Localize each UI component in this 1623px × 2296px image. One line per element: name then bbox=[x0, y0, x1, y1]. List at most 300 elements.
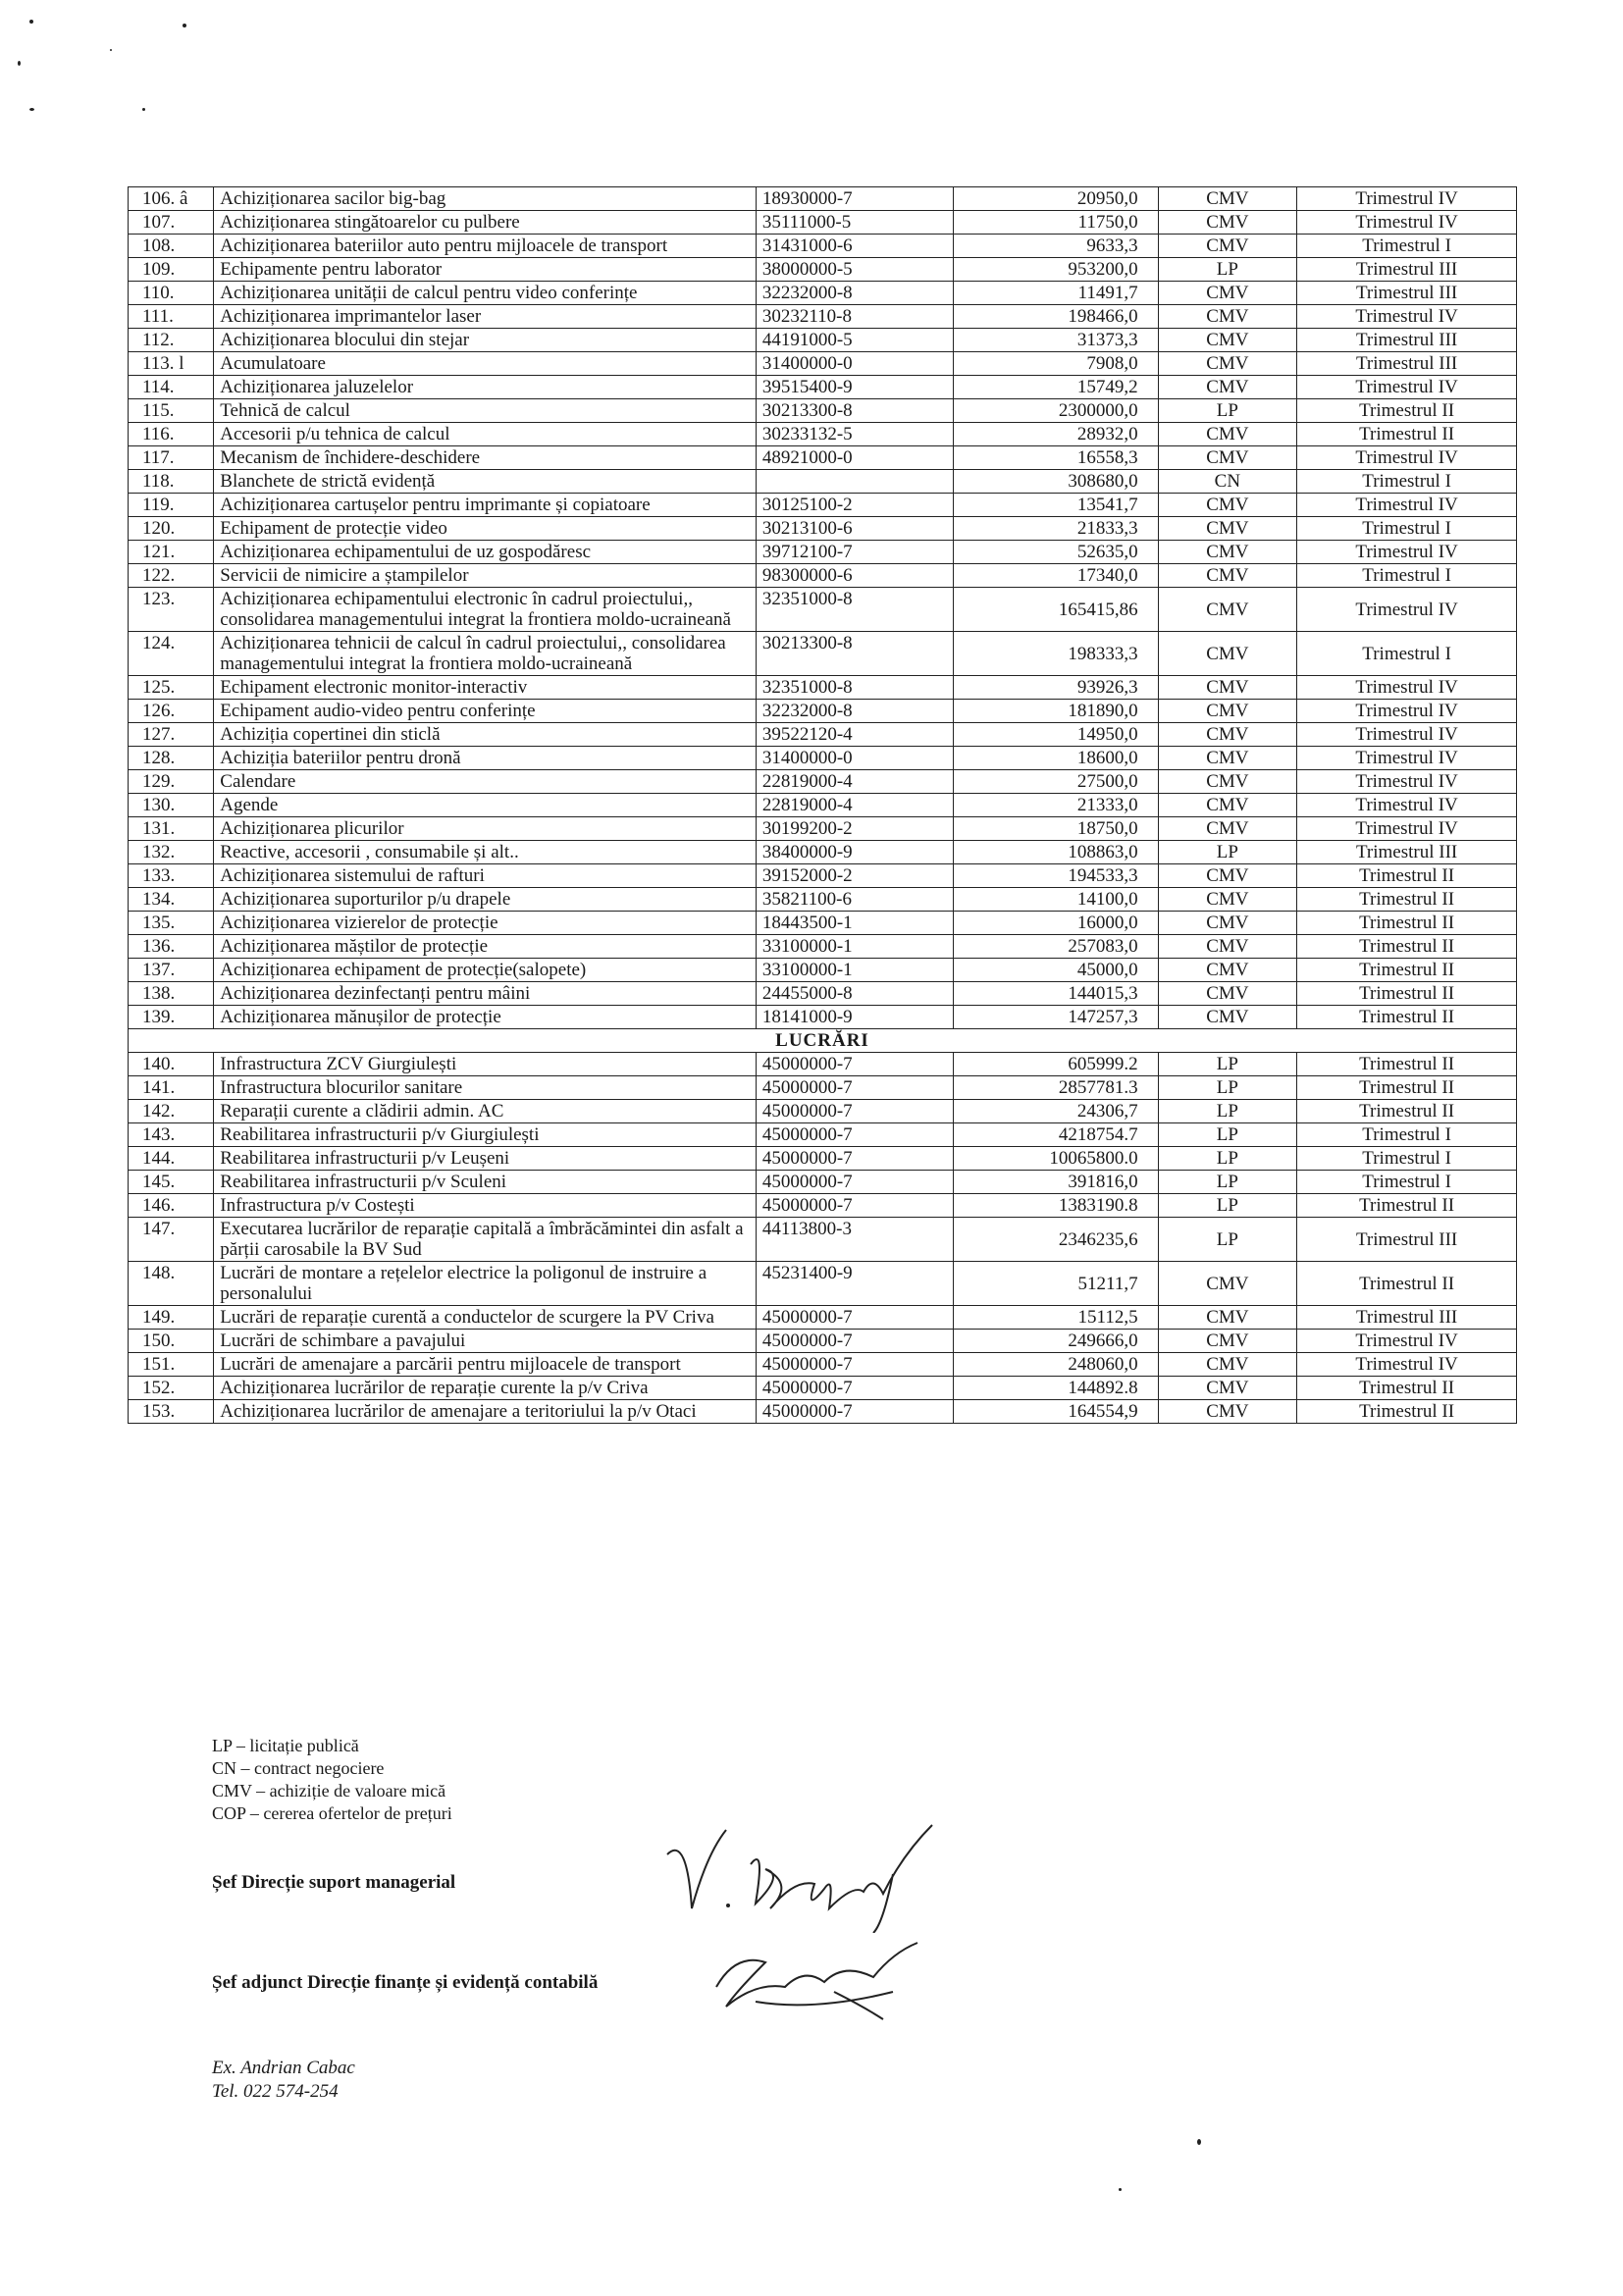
procedure-type: CMV bbox=[1158, 700, 1297, 723]
table-row bbox=[129, 399, 1517, 423]
row-number: 125. bbox=[129, 676, 214, 700]
cpv-code: 30213100-6 bbox=[756, 517, 953, 541]
cpv-code: 44191000-5 bbox=[756, 329, 953, 352]
table-row bbox=[129, 470, 1517, 494]
table-row bbox=[129, 282, 1517, 305]
procedure-type: CMV bbox=[1158, 770, 1297, 794]
table-row bbox=[129, 1076, 1517, 1100]
table-row bbox=[129, 352, 1517, 376]
cpv-code: 45000000-7 bbox=[756, 1123, 953, 1147]
legend-item: COP – cererea ofertelor de prețuri bbox=[212, 1803, 452, 1823]
term-quarter: Trimestrul IV bbox=[1297, 794, 1517, 817]
cpv-code: 45000000-7 bbox=[756, 1053, 953, 1076]
term-quarter: Trimestrul II bbox=[1297, 888, 1517, 912]
item-name: Achiziționarea tehnicii de calcul în cadrul proiectului,, consolidarea managementului integrat la frontiera moldo-ucraineană bbox=[214, 632, 757, 676]
term-quarter: Trimestrul II bbox=[1297, 959, 1517, 982]
estimated-value: 16558,3 bbox=[953, 446, 1158, 470]
procedure-type: CMV bbox=[1158, 1330, 1297, 1353]
estimated-value: 16000,0 bbox=[953, 912, 1158, 935]
estimated-value: 248060,0 bbox=[953, 1353, 1158, 1377]
procedure-type: LP bbox=[1158, 1123, 1297, 1147]
term-quarter: Trimestrul I bbox=[1297, 1123, 1517, 1147]
cpv-code: 32232000-8 bbox=[756, 282, 953, 305]
item-name: Reabilitarea infrastructurii p/v Leușeni bbox=[214, 1147, 757, 1171]
table-row bbox=[129, 376, 1517, 399]
table-row bbox=[129, 1006, 1517, 1029]
row-number: 111. bbox=[129, 305, 214, 329]
term-quarter: Trimestrul IV bbox=[1297, 211, 1517, 235]
procedure-type: CMV bbox=[1158, 541, 1297, 564]
cpv-code: 45000000-7 bbox=[756, 1330, 953, 1353]
procedure-type: CMV bbox=[1158, 187, 1297, 211]
term-quarter: Trimestrul I bbox=[1297, 235, 1517, 258]
procedure-type: LP bbox=[1158, 1053, 1297, 1076]
procedure-type: CMV bbox=[1158, 305, 1297, 329]
procedure-type: CMV bbox=[1158, 912, 1297, 935]
term-quarter: Trimestrul II bbox=[1297, 1194, 1517, 1218]
estimated-value: 45000,0 bbox=[953, 959, 1158, 982]
table-row bbox=[129, 1377, 1517, 1400]
table-row bbox=[129, 888, 1517, 912]
row-number: 117. bbox=[129, 446, 214, 470]
estimated-value: 14950,0 bbox=[953, 723, 1158, 747]
procurement-plan-table bbox=[128, 186, 1517, 1424]
row-number: 138. bbox=[129, 982, 214, 1006]
term-quarter: Trimestrul I bbox=[1297, 632, 1517, 676]
procedure-type: CMV bbox=[1158, 676, 1297, 700]
estimated-value: 28932,0 bbox=[953, 423, 1158, 446]
procedure-type: CMV bbox=[1158, 864, 1297, 888]
row-number: 151. bbox=[129, 1353, 214, 1377]
handwritten-signature-1 bbox=[657, 1815, 952, 1933]
term-quarter: Trimestrul II bbox=[1297, 1076, 1517, 1100]
estimated-value: 17340,0 bbox=[953, 564, 1158, 588]
cpv-code: 30125100-2 bbox=[756, 494, 953, 517]
row-number: 146. bbox=[129, 1194, 214, 1218]
procedure-type: LP bbox=[1158, 1100, 1297, 1123]
procedure-type: LP bbox=[1158, 841, 1297, 864]
procedure-type: LP bbox=[1158, 399, 1297, 423]
table-row bbox=[129, 1171, 1517, 1194]
row-number: 130. bbox=[129, 794, 214, 817]
item-name: Achiziționarea blocului din stejar bbox=[214, 329, 757, 352]
cpv-code: 39712100-7 bbox=[756, 541, 953, 564]
term-quarter: Trimestrul II bbox=[1297, 1377, 1517, 1400]
row-number: 124. bbox=[129, 632, 214, 676]
table-row bbox=[129, 423, 1517, 446]
cpv-code: 18930000-7 bbox=[756, 187, 953, 211]
row-number: 110. bbox=[129, 282, 214, 305]
table-row bbox=[129, 1400, 1517, 1424]
row-number: 132. bbox=[129, 841, 214, 864]
procedure-type: CMV bbox=[1158, 723, 1297, 747]
item-name: Achiziționarea imprimantelor laser bbox=[214, 305, 757, 329]
procedure-type: CMV bbox=[1158, 446, 1297, 470]
item-name: Achiziționarea stingătoarelor cu pulbere bbox=[214, 211, 757, 235]
cpv-code: 45000000-7 bbox=[756, 1147, 953, 1171]
table-row bbox=[129, 1330, 1517, 1353]
procedure-type: CMV bbox=[1158, 982, 1297, 1006]
row-number: 112. bbox=[129, 329, 214, 352]
cpv-code: 45000000-7 bbox=[756, 1353, 953, 1377]
cpv-code: 35111000-5 bbox=[756, 211, 953, 235]
estimated-value: 21333,0 bbox=[953, 794, 1158, 817]
legend-item: LP – licitație publică bbox=[212, 1736, 359, 1755]
term-quarter: Trimestrul II bbox=[1297, 1100, 1517, 1123]
item-name: Achiziționarea măștilor de protecție bbox=[214, 935, 757, 959]
estimated-value: 27500,0 bbox=[953, 770, 1158, 794]
table-row bbox=[129, 1194, 1517, 1218]
term-quarter: Trimestrul IV bbox=[1297, 1330, 1517, 1353]
estimated-value: 391816,0 bbox=[953, 1171, 1158, 1194]
item-name: Achiziționarea lucrărilor de reparație curente la p/v Criva bbox=[214, 1377, 757, 1400]
term-quarter: Trimestrul IV bbox=[1297, 747, 1517, 770]
item-name: Reactive, accesorii , consumabile și alt.. bbox=[214, 841, 757, 864]
item-name: Lucrări de reparație curentă a conductelor de scurgere la PV Criva bbox=[214, 1306, 757, 1330]
estimated-value: 7908,0 bbox=[953, 352, 1158, 376]
legend-item: CN – contract negociere bbox=[212, 1758, 385, 1778]
estimated-value: 2346235,6 bbox=[953, 1218, 1158, 1262]
term-quarter: Trimestrul II bbox=[1297, 1262, 1517, 1306]
table-row bbox=[129, 1306, 1517, 1330]
procedure-type: CMV bbox=[1158, 1353, 1297, 1377]
table-row bbox=[129, 588, 1517, 632]
item-name: Achiziția copertinei din sticlă bbox=[214, 723, 757, 747]
term-quarter: Trimestrul IV bbox=[1297, 1353, 1517, 1377]
procedure-type: LP bbox=[1158, 1171, 1297, 1194]
estimated-value: 198466,0 bbox=[953, 305, 1158, 329]
procedure-type: CMV bbox=[1158, 1306, 1297, 1330]
item-name: Achiziționarea jaluzelelor bbox=[214, 376, 757, 399]
cpv-code bbox=[756, 470, 953, 494]
cpv-code: 48921000-0 bbox=[756, 446, 953, 470]
row-number: 150. bbox=[129, 1330, 214, 1353]
estimated-value: 249666,0 bbox=[953, 1330, 1158, 1353]
item-name: Achiziționarea lucrărilor de amenajare a teritoriului la p/v Otaci bbox=[214, 1400, 757, 1424]
row-number: 114. bbox=[129, 376, 214, 399]
item-name: Achiziționarea echipamentului electronic în cadrul proiectului,, consolidarea managementului integrat la frontiera moldo-ucraineană bbox=[214, 588, 757, 632]
item-name: Infrastructura ZCV Giurgiulești bbox=[214, 1053, 757, 1076]
estimated-value: 52635,0 bbox=[953, 541, 1158, 564]
row-number: 121. bbox=[129, 541, 214, 564]
table-row bbox=[129, 632, 1517, 676]
row-number: 145. bbox=[129, 1171, 214, 1194]
cpv-code: 45000000-7 bbox=[756, 1400, 953, 1424]
procedure-type: CMV bbox=[1158, 959, 1297, 982]
row-number: 147. bbox=[129, 1218, 214, 1262]
item-name: Lucrări de amenajare a parcării pentru mijloacele de transport bbox=[214, 1353, 757, 1377]
term-quarter: Trimestrul II bbox=[1297, 982, 1517, 1006]
estimated-value: 257083,0 bbox=[953, 935, 1158, 959]
estimated-value: 21833,3 bbox=[953, 517, 1158, 541]
procedure-type: LP bbox=[1158, 1194, 1297, 1218]
procedure-type: CMV bbox=[1158, 817, 1297, 841]
estimated-value: 605999.2 bbox=[953, 1053, 1158, 1076]
row-number: 122. bbox=[129, 564, 214, 588]
handwritten-signature-2 bbox=[697, 1933, 932, 2021]
cpv-code: 33100000-1 bbox=[756, 959, 953, 982]
table-row bbox=[129, 700, 1517, 723]
table-row bbox=[129, 329, 1517, 352]
table-row bbox=[129, 912, 1517, 935]
row-number: 134. bbox=[129, 888, 214, 912]
procedure-type: CMV bbox=[1158, 1400, 1297, 1424]
item-name: Achiziționarea echipamentului de uz gospodăresc bbox=[214, 541, 757, 564]
row-number: 135. bbox=[129, 912, 214, 935]
table-row bbox=[129, 1262, 1517, 1306]
table-row bbox=[129, 982, 1517, 1006]
term-quarter: Trimestrul IV bbox=[1297, 305, 1517, 329]
cpv-code: 31400000-0 bbox=[756, 352, 953, 376]
cpv-code: 30199200-2 bbox=[756, 817, 953, 841]
table-row bbox=[129, 1100, 1517, 1123]
cpv-code: 45000000-7 bbox=[756, 1076, 953, 1100]
term-quarter: Trimestrul IV bbox=[1297, 817, 1517, 841]
row-number: 148. bbox=[129, 1262, 214, 1306]
estimated-value: 194533,3 bbox=[953, 864, 1158, 888]
term-quarter: Trimestrul IV bbox=[1297, 446, 1517, 470]
item-name: Echipament electronic monitor-interactiv bbox=[214, 676, 757, 700]
executor-info bbox=[212, 2057, 355, 2104]
procedure-type: LP bbox=[1158, 1218, 1297, 1262]
row-number: 143. bbox=[129, 1123, 214, 1147]
term-quarter: Trimestrul II bbox=[1297, 423, 1517, 446]
row-number: 141. bbox=[129, 1076, 214, 1100]
item-name: Achiziționarea dezinfectanți pentru mâini bbox=[214, 982, 757, 1006]
estimated-value: 15749,2 bbox=[953, 376, 1158, 399]
term-quarter: Trimestrul III bbox=[1297, 329, 1517, 352]
estimated-value: 2857781.3 bbox=[953, 1076, 1158, 1100]
estimated-value: 14100,0 bbox=[953, 888, 1158, 912]
table-row bbox=[129, 841, 1517, 864]
term-quarter: Trimestrul IV bbox=[1297, 770, 1517, 794]
cpv-code: 45000000-7 bbox=[756, 1377, 953, 1400]
estimated-value: 2300000,0 bbox=[953, 399, 1158, 423]
term-quarter: Trimestrul IV bbox=[1297, 723, 1517, 747]
term-quarter: Trimestrul IV bbox=[1297, 700, 1517, 723]
item-name: Achiziționarea sacilor big-bag bbox=[214, 187, 757, 211]
term-quarter: Trimestrul IV bbox=[1297, 676, 1517, 700]
item-name: Achiziția bateriilor pentru dronă bbox=[214, 747, 757, 770]
table-row bbox=[129, 187, 1517, 211]
cpv-code: 45000000-7 bbox=[756, 1306, 953, 1330]
section-title: LUCRĂRI bbox=[129, 1029, 1517, 1053]
item-name: Achiziționarea vizierelor de protecție bbox=[214, 912, 757, 935]
cpv-code: 32351000-8 bbox=[756, 676, 953, 700]
cpv-code: 39152000-2 bbox=[756, 864, 953, 888]
cpv-code: 33100000-1 bbox=[756, 935, 953, 959]
term-quarter: Trimestrul IV bbox=[1297, 588, 1517, 632]
term-quarter: Trimestrul I bbox=[1297, 1147, 1517, 1171]
estimated-value: 11491,7 bbox=[953, 282, 1158, 305]
item-name: Infrastructura blocurilor sanitare bbox=[214, 1076, 757, 1100]
item-name: Achiziționarea mănușilor de protecție bbox=[214, 1006, 757, 1029]
term-quarter: Trimestrul II bbox=[1297, 1006, 1517, 1029]
item-name: Echipament de protecție video bbox=[214, 517, 757, 541]
item-name: Achiziționarea sistemului de rafturi bbox=[214, 864, 757, 888]
row-number: 120. bbox=[129, 517, 214, 541]
item-name: Calendare bbox=[214, 770, 757, 794]
item-name: Servicii de nimicire a ștampilelor bbox=[214, 564, 757, 588]
estimated-value: 11750,0 bbox=[953, 211, 1158, 235]
estimated-value: 164554,9 bbox=[953, 1400, 1158, 1424]
procedure-type: CMV bbox=[1158, 517, 1297, 541]
item-name: Achiziționarea unității de calcul pentru video conferințe bbox=[214, 282, 757, 305]
estimated-value: 198333,3 bbox=[953, 632, 1158, 676]
table-row bbox=[129, 935, 1517, 959]
procedure-type: CMV bbox=[1158, 1006, 1297, 1029]
cpv-code: 31431000-6 bbox=[756, 235, 953, 258]
item-name: Acumulatoare bbox=[214, 352, 757, 376]
executor-phone: Tel. 022 574-254 bbox=[212, 2081, 339, 2102]
table-row bbox=[129, 794, 1517, 817]
estimated-value: 1383190.8 bbox=[953, 1194, 1158, 1218]
cpv-code: 45000000-7 bbox=[756, 1194, 953, 1218]
row-number: 119. bbox=[129, 494, 214, 517]
table-row bbox=[129, 235, 1517, 258]
table-row bbox=[129, 1053, 1517, 1076]
cpv-code: 38000000-5 bbox=[756, 258, 953, 282]
cpv-code: 45231400-9 bbox=[756, 1262, 953, 1306]
procedure-type: CMV bbox=[1158, 588, 1297, 632]
procedure-type: CMV bbox=[1158, 329, 1297, 352]
estimated-value: 18600,0 bbox=[953, 747, 1158, 770]
cpv-code: 24455000-8 bbox=[756, 982, 953, 1006]
row-number: 123. bbox=[129, 588, 214, 632]
row-number: 149. bbox=[129, 1306, 214, 1330]
item-name: Executarea lucrărilor de reparație capitală a îmbrăcămintei din asfalt a părții carosabile la BV Sud bbox=[214, 1218, 757, 1262]
term-quarter: Trimestrul II bbox=[1297, 864, 1517, 888]
row-number: 131. bbox=[129, 817, 214, 841]
term-quarter: Trimestrul II bbox=[1297, 1400, 1517, 1424]
term-quarter: Trimestrul III bbox=[1297, 352, 1517, 376]
term-quarter: Trimestrul IV bbox=[1297, 376, 1517, 399]
cpv-code: 45000000-7 bbox=[756, 1100, 953, 1123]
cpv-code: 30213300-8 bbox=[756, 399, 953, 423]
table-row bbox=[129, 494, 1517, 517]
row-number: 129. bbox=[129, 770, 214, 794]
cpv-code: 38400000-9 bbox=[756, 841, 953, 864]
row-number: 118. bbox=[129, 470, 214, 494]
cpv-code: 39522120-4 bbox=[756, 723, 953, 747]
item-name: Mecanism de închidere-deschidere bbox=[214, 446, 757, 470]
estimated-value: 13541,7 bbox=[953, 494, 1158, 517]
row-number: 115. bbox=[129, 399, 214, 423]
procedure-type: CMV bbox=[1158, 564, 1297, 588]
table-row bbox=[129, 211, 1517, 235]
table-row bbox=[129, 676, 1517, 700]
row-number: 106. â bbox=[129, 187, 214, 211]
row-number: 127. bbox=[129, 723, 214, 747]
item-name: Infrastructura p/v Costești bbox=[214, 1194, 757, 1218]
table-row bbox=[129, 1218, 1517, 1262]
term-quarter: Trimestrul III bbox=[1297, 1306, 1517, 1330]
procedure-type: CN bbox=[1158, 470, 1297, 494]
estimated-value: 181890,0 bbox=[953, 700, 1158, 723]
signature-title-1: Șef Direcție suport managerial bbox=[212, 1872, 456, 1893]
row-number: 144. bbox=[129, 1147, 214, 1171]
row-number: 142. bbox=[129, 1100, 214, 1123]
estimated-value: 51211,7 bbox=[953, 1262, 1158, 1306]
term-quarter: Trimestrul II bbox=[1297, 912, 1517, 935]
estimated-value: 9633,3 bbox=[953, 235, 1158, 258]
abbreviation-legend bbox=[212, 1735, 452, 1825]
term-quarter: Trimestrul II bbox=[1297, 1053, 1517, 1076]
cpv-code: 44113800-3 bbox=[756, 1218, 953, 1262]
cpv-code: 32351000-8 bbox=[756, 588, 953, 632]
estimated-value: 20950,0 bbox=[953, 187, 1158, 211]
estimated-value: 147257,3 bbox=[953, 1006, 1158, 1029]
row-number: 137. bbox=[129, 959, 214, 982]
estimated-value: 18750,0 bbox=[953, 817, 1158, 841]
estimated-value: 144892.8 bbox=[953, 1377, 1158, 1400]
item-name: Echipament audio-video pentru conferințe bbox=[214, 700, 757, 723]
term-quarter: Trimestrul IV bbox=[1297, 494, 1517, 517]
estimated-value: 108863,0 bbox=[953, 841, 1158, 864]
cpv-code: 18443500-1 bbox=[756, 912, 953, 935]
item-name: Echipamente pentru laborator bbox=[214, 258, 757, 282]
procedure-type: CMV bbox=[1158, 747, 1297, 770]
procedure-type: CMV bbox=[1158, 935, 1297, 959]
procedure-type: CMV bbox=[1158, 211, 1297, 235]
procedure-type: CMV bbox=[1158, 1262, 1297, 1306]
term-quarter: Trimestrul I bbox=[1297, 517, 1517, 541]
table-row bbox=[129, 817, 1517, 841]
cpv-code: 31400000-0 bbox=[756, 747, 953, 770]
row-number: 140. bbox=[129, 1053, 214, 1076]
table-row bbox=[129, 517, 1517, 541]
term-quarter: Trimestrul II bbox=[1297, 399, 1517, 423]
row-number: 128. bbox=[129, 747, 214, 770]
term-quarter: Trimestrul III bbox=[1297, 258, 1517, 282]
cpv-code: 30232110-8 bbox=[756, 305, 953, 329]
row-number: 136. bbox=[129, 935, 214, 959]
term-quarter: Trimestrul II bbox=[1297, 935, 1517, 959]
estimated-value: 10065800.0 bbox=[953, 1147, 1158, 1171]
term-quarter: Trimestrul I bbox=[1297, 470, 1517, 494]
item-name: Reparații curente a clădirii admin. AC bbox=[214, 1100, 757, 1123]
item-name: Lucrări de schimbare a pavajului bbox=[214, 1330, 757, 1353]
row-number: 133. bbox=[129, 864, 214, 888]
estimated-value: 24306,7 bbox=[953, 1100, 1158, 1123]
legend-item: CMV – achiziție de valoare mică bbox=[212, 1781, 446, 1800]
item-name: Reabilitarea infrastructurii p/v Sculeni bbox=[214, 1171, 757, 1194]
cpv-code: 22819000-4 bbox=[756, 794, 953, 817]
term-quarter: Trimestrul IV bbox=[1297, 187, 1517, 211]
row-number: 153. bbox=[129, 1400, 214, 1424]
table-row bbox=[129, 1353, 1517, 1377]
estimated-value: 165415,86 bbox=[953, 588, 1158, 632]
procedure-type: CMV bbox=[1158, 494, 1297, 517]
table-row bbox=[129, 723, 1517, 747]
procedure-type: CMV bbox=[1158, 423, 1297, 446]
procedure-type: CMV bbox=[1158, 1377, 1297, 1400]
procedure-type: LP bbox=[1158, 258, 1297, 282]
estimated-value: 15112,5 bbox=[953, 1306, 1158, 1330]
item-name: Blanchete de strictă evidență bbox=[214, 470, 757, 494]
row-number: 109. bbox=[129, 258, 214, 282]
term-quarter: Trimestrul III bbox=[1297, 1218, 1517, 1262]
estimated-value: 953200,0 bbox=[953, 258, 1158, 282]
estimated-value: 4218754.7 bbox=[953, 1123, 1158, 1147]
procedure-type: CMV bbox=[1158, 376, 1297, 399]
estimated-value: 93926,3 bbox=[953, 676, 1158, 700]
table-row bbox=[129, 747, 1517, 770]
item-name: Reabilitarea infrastructurii p/v Giurgiulești bbox=[214, 1123, 757, 1147]
table-row bbox=[129, 305, 1517, 329]
procedure-type: LP bbox=[1158, 1147, 1297, 1171]
table-row bbox=[129, 564, 1517, 588]
